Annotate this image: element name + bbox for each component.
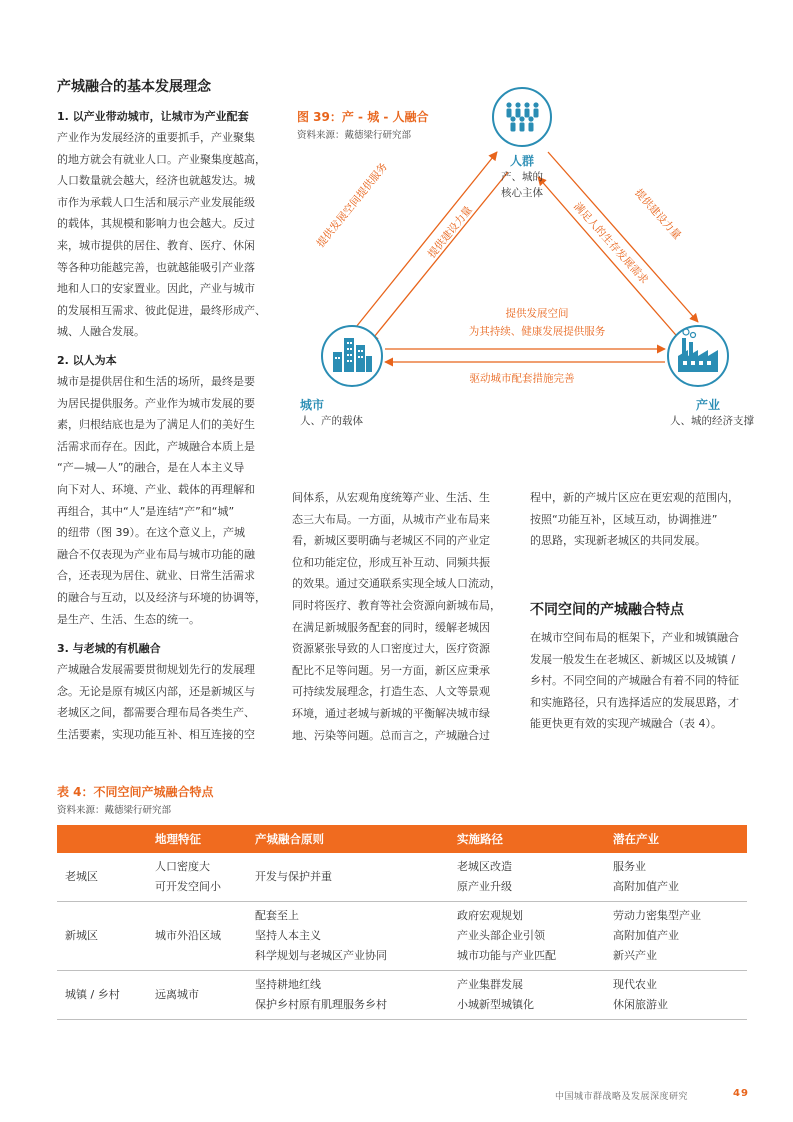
text-line: 等各种功能越完善，也就越能吸引产业落	[57, 260, 255, 274]
people-subtitle	[482, 169, 562, 201]
text-line: 环境，通过老城与新城的平衡解决城市绿	[292, 706, 490, 720]
table-header-row	[57, 825, 747, 853]
right-column-text-top	[530, 487, 739, 552]
label-industry-to-people: 满足人的生存发展需求	[571, 200, 651, 287]
column-header: 实施路径	[449, 825, 605, 853]
text-line: 在城市空间布局的框架下，产业和城镇融合	[530, 631, 739, 644]
text-line: 看，新城区要明确与老城区不同的产业定	[292, 534, 490, 548]
data-table	[57, 825, 747, 1020]
text-line: “产—城—人”的融合，是在人本主义导	[57, 461, 245, 475]
label-city-to-industry-2: 为其持续、健康发展提供服务	[468, 325, 606, 338]
cell-line: 配套至上	[255, 909, 299, 922]
middle-column-text	[292, 487, 501, 746]
text-line: 为居民提供服务。产业作为城市发展的要	[57, 396, 255, 410]
text-line: 念。无论是原有城区内部，还是新城区与	[57, 684, 255, 698]
people-subtitle-line: 核心主体	[501, 187, 543, 199]
cell-line: 保护乡村原有肌理服务乡村	[255, 998, 387, 1011]
industry-cell	[605, 853, 747, 902]
column-header: 潜在产业	[605, 825, 747, 853]
text-line: 资源紧张导致的人口密度过大，医疗资源	[292, 642, 490, 656]
text-line: 人口数量就会越大，经济也就越发达。城	[57, 174, 255, 188]
text-line: 可持续发展理念，打造生态、人文等景观	[292, 685, 490, 699]
industry-cell	[605, 902, 747, 971]
geo-cell	[147, 971, 247, 1020]
cell-line: 坚持耕地红线	[255, 978, 321, 991]
subsection-3-text	[57, 659, 255, 745]
row-name: 新城区	[57, 902, 147, 971]
subsection-1-title: 1. 以产业带动城市，让城市为产业配套	[57, 110, 249, 123]
path-cell	[449, 902, 605, 971]
cell-line: 劳动力密集型产业	[613, 909, 701, 922]
column-header	[57, 825, 147, 853]
people-subtitle-line: 产、城的	[501, 171, 543, 183]
cell-line: 原产业升级	[457, 880, 512, 893]
path-cell	[449, 971, 605, 1020]
cell-line: 城市外沿区域	[155, 929, 221, 942]
figure-source: 资料来源：戴德梁行研究部	[297, 130, 412, 141]
industry-node	[668, 326, 728, 386]
cell-line: 产业集群发展	[457, 978, 523, 991]
label-city-to-people: 提供发展空间提供服务	[314, 160, 391, 250]
figure-diagram	[290, 80, 770, 440]
text-line: 态三大布局。一方面，从城市产业布局来	[292, 512, 490, 526]
text-line: 是生产、生活、生态的统一。	[57, 612, 200, 626]
cell-line: 开发与保护并重	[255, 870, 332, 883]
table-row	[57, 971, 747, 1020]
city-title: 城市	[300, 398, 325, 412]
cell-line: 高附加值产业	[613, 929, 679, 942]
cell-line: 坚持人本主义	[255, 929, 321, 942]
subsection-2-text	[57, 371, 266, 630]
cell-line: 高附加值产业	[613, 880, 679, 893]
cell-line: 小城新型城镇化	[457, 998, 534, 1011]
text-line: 城市是提供居住和生活的场所，最终是要	[57, 375, 255, 388]
text-line: 的发展相互需求、彼此促进，最终形成产、	[57, 303, 266, 317]
text-line: 的融合与互动，以及经济与环境的协调等，	[57, 590, 266, 604]
path-cell	[449, 853, 605, 902]
text-line: 来，城市提供的居住、教育、医疗、休闲	[57, 238, 255, 252]
text-line: 能更快更有效的实现产城融合（表 4）。	[530, 717, 722, 731]
table-title: 表 4：不同空间产城融合特点	[57, 785, 214, 799]
text-line: 间体系，从宏观角度统筹产业、生活、生	[292, 491, 490, 504]
label-city-to-industry-1: 提供发展空间	[505, 307, 569, 320]
text-line: 再组合，其中“人”是连结“产”和“城”	[57, 504, 235, 518]
text-line: 的效果。通过交通联系实现全域人口流动，	[292, 577, 501, 591]
text-line: 产城融合发展需要贯彻规划先行的发展理	[57, 663, 255, 676]
text-line: 程中，新的产城片区应在更宏观的范围内，	[530, 491, 739, 504]
principle-cell	[247, 902, 449, 971]
principle-cell	[247, 971, 449, 1020]
city-node	[322, 326, 382, 386]
text-line: 生活要素，实现功能互补、相互连接的空	[57, 727, 255, 741]
right-column-text-bottom	[530, 627, 739, 735]
row-name: 老城区	[57, 853, 147, 902]
text-line: 市作为承载人口生活和展示产业发展能级	[57, 195, 255, 209]
table-source: 资料来源：戴德梁行研究部	[57, 805, 172, 816]
cell-line: 远离城市	[155, 988, 199, 1001]
text-line: 和实施路径，只有选择适应的发展思路，才	[530, 695, 739, 709]
subsection-3-title: 3. 与老城的有机融合	[57, 642, 161, 655]
right-heading: 不同空间的产城融合特点	[530, 602, 684, 618]
footer-title: 中国城市群战略及发展深度研究	[555, 1092, 689, 1102]
text-line: 的纽带（图 39）。在这个意义上，产城	[57, 526, 245, 540]
text-line: 的地方就会有就业人口。产业聚集度越高，	[57, 152, 266, 166]
text-line: 活需求而存在。因此，产城融合本质上是	[57, 439, 255, 453]
geo-cell	[147, 902, 247, 971]
cell-line: 休闲旅游业	[613, 998, 668, 1011]
subsection-2-title: 2. 以人为本	[57, 354, 117, 367]
industry-subtitle: 人、城的经济支撑	[670, 415, 754, 427]
people-node	[493, 88, 551, 146]
industry-title: 产业	[695, 398, 720, 412]
label-industry-to-city: 驱动城市配套措施完善	[469, 372, 575, 385]
text-line: 乡村。不同空间的产城融合有着不同的特征	[530, 674, 739, 688]
label-people-to-industry: 提供建设力量	[632, 186, 684, 242]
principle-cell	[247, 853, 449, 902]
row-name: 城镇 / 乡村	[57, 971, 147, 1020]
text-line: 产业作为发展经济的重要抓手，产业聚集	[57, 131, 255, 144]
cell-line: 可开发空间小	[155, 880, 221, 893]
text-line: 在满足新城服务配套的同时，缓解老城因	[292, 620, 490, 634]
cell-line: 科学规划与老城区产业协同	[255, 949, 387, 962]
text-line: 地、污染等问题。总而言之，产城融合过	[292, 728, 490, 742]
cell-line: 现代农业	[613, 978, 657, 991]
cell-line: 老城区改造	[457, 860, 512, 873]
text-line: 的载体，其规模和影响力也会越大。反过	[57, 217, 255, 231]
city-subtitle: 人、产的载体	[300, 415, 363, 427]
label-people-to-city: 提供建设力量	[425, 204, 475, 261]
text-line: 合，还表现为居住、就业、日常生活需求	[57, 569, 255, 583]
table-row	[57, 853, 747, 902]
industry-cell	[605, 971, 747, 1020]
text-line: 同时将医疗、教育等社会资源向新城布局，	[292, 598, 501, 612]
text-line: 向下对人、环境、产业、载体的再理解和	[57, 482, 255, 496]
section-heading: 产城融合的基本发展理念	[57, 79, 211, 95]
table-row	[57, 902, 747, 971]
text-line: 发展一般发生在老城区、新城区以及城镇 /	[530, 652, 736, 666]
text-line: 的思路，实现新老城区的共同发展。	[530, 534, 706, 548]
text-line: 城、人融合发展。	[57, 325, 145, 339]
figure-title: 图 39：产 - 城 - 人融合	[297, 110, 429, 124]
page-number: 49	[733, 1088, 749, 1099]
text-line: 位和功能定位，形成互补互动、同频共振	[292, 555, 490, 569]
cell-line: 服务业	[613, 860, 646, 873]
text-line: 按照“功能互补，区域互动，协调推进”	[530, 512, 718, 526]
text-line: 地和人口的安家置业。因此，产业与城市	[57, 282, 255, 296]
text-line: 配比不足等问题。另一方面，新区应秉承	[292, 663, 490, 677]
cell-line: 政府宏观规划	[457, 909, 523, 922]
cell-line: 产业头部企业引领	[457, 929, 545, 942]
subsection-1-text	[57, 127, 266, 343]
column-header: 产城融合原则	[247, 825, 449, 853]
cell-line: 新兴产业	[613, 949, 657, 962]
text-line: 素，归根结底也是为了满足人们的美好生	[57, 418, 255, 432]
text-line: 融合不仅表现为产业布局与城市功能的融	[57, 547, 255, 561]
geo-cell	[147, 853, 247, 902]
cell-line: 人口密度大	[155, 860, 210, 873]
cell-line: 城市功能与产业匹配	[457, 949, 556, 962]
column-header: 地理特征	[147, 825, 247, 853]
text-line: 老城区之间，都需要合理布局各类生产、	[57, 706, 255, 720]
people-title: 人群	[509, 154, 534, 168]
